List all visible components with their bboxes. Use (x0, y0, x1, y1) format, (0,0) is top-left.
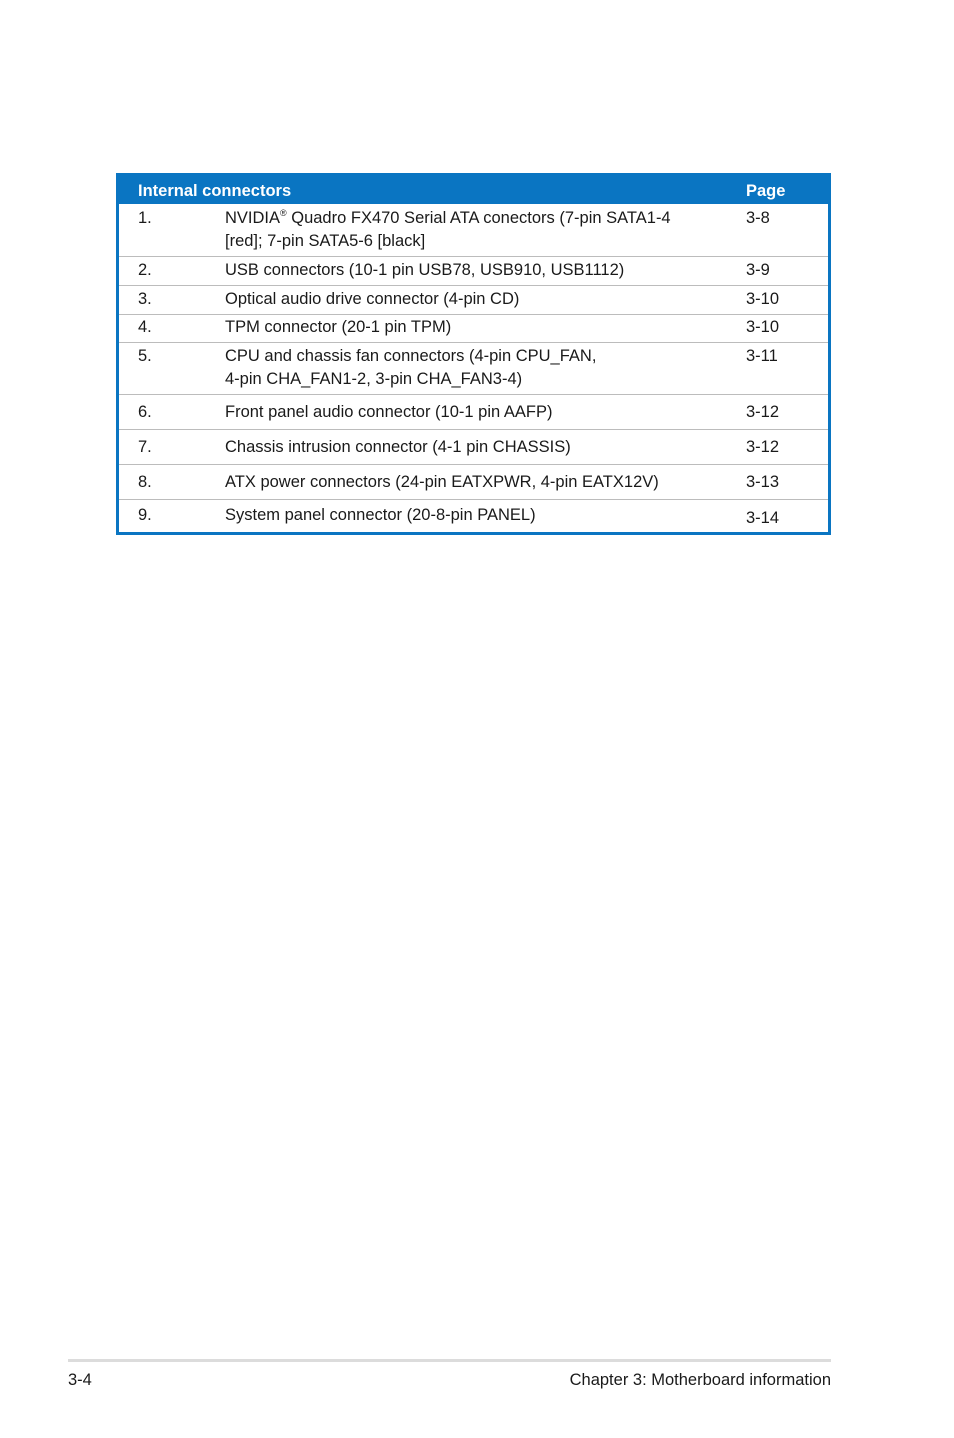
registered-mark: ® (280, 208, 287, 218)
row-number: 9. (138, 506, 152, 524)
row-description: Chassis intrusion connector (4-1 pin CHASSIS) (225, 438, 571, 456)
table-row (119, 315, 828, 343)
table-row (119, 430, 828, 465)
row-description: Front panel audio connector (10-1 pin AAFP) (225, 403, 553, 421)
table-row (119, 204, 828, 257)
table-row (119, 500, 828, 532)
row-number: 2. (138, 261, 152, 279)
row-page: 3-14 (746, 509, 780, 527)
row-number: 1. (138, 209, 152, 227)
row-description: TPM connector (20-1 pin TPM) (225, 318, 452, 336)
row-description: Optical audio drive connector (4-pin CD) (225, 290, 520, 308)
row-page: 3-8 (746, 209, 770, 227)
row-page: 3-10 (746, 290, 780, 308)
row-number: 8. (138, 473, 152, 491)
row-page: 3-11 (746, 347, 778, 365)
row-page: 3-10 (746, 318, 780, 336)
row-description: USB connectors (10-1 pin USB78, USB910, USB1112) (225, 261, 625, 279)
table-row (119, 465, 828, 500)
row-page: 3-9 (746, 261, 770, 279)
table-row (119, 395, 828, 430)
row-description: ATX power connectors (24-pin EATXPWR, 4-pin EATX12V) (225, 473, 659, 491)
footer-chapter-title: Chapter 3: Motherboard information (569, 1371, 831, 1389)
row-number: 7. (138, 438, 152, 456)
footer-page-number: 3-4 (68, 1371, 92, 1389)
row-number: 5. (138, 347, 152, 365)
row-page: 3-13 (746, 473, 780, 491)
row-number: 3. (138, 290, 152, 308)
row-number: 4. (138, 318, 152, 336)
footer-divider (68, 1359, 831, 1362)
row-description: NVIDIA® Quadro FX470 Serial ATA conectors (7-pin SATA1-4 [red]; 7-pin SATA5-6 [black] (225, 208, 671, 250)
table-row (119, 286, 828, 315)
row-page: 3-12 (746, 438, 780, 456)
table-row (119, 257, 828, 286)
internal-connectors-table (116, 173, 831, 535)
row-number: 6. (138, 403, 152, 421)
row-description: System panel connector (20-8-pin PANEL) (225, 506, 536, 524)
header-page: Page (746, 182, 786, 200)
row-page: 3-12 (746, 403, 780, 421)
table-header (119, 176, 828, 204)
row-description: CPU and chassis fan connectors (4-pin CPU_FAN, 4-pin CHA_FAN1-2, 3-pin CHA_FAN3-4) (225, 347, 597, 388)
table-row (119, 343, 828, 395)
header-internal-connectors: Internal connectors (138, 182, 292, 200)
